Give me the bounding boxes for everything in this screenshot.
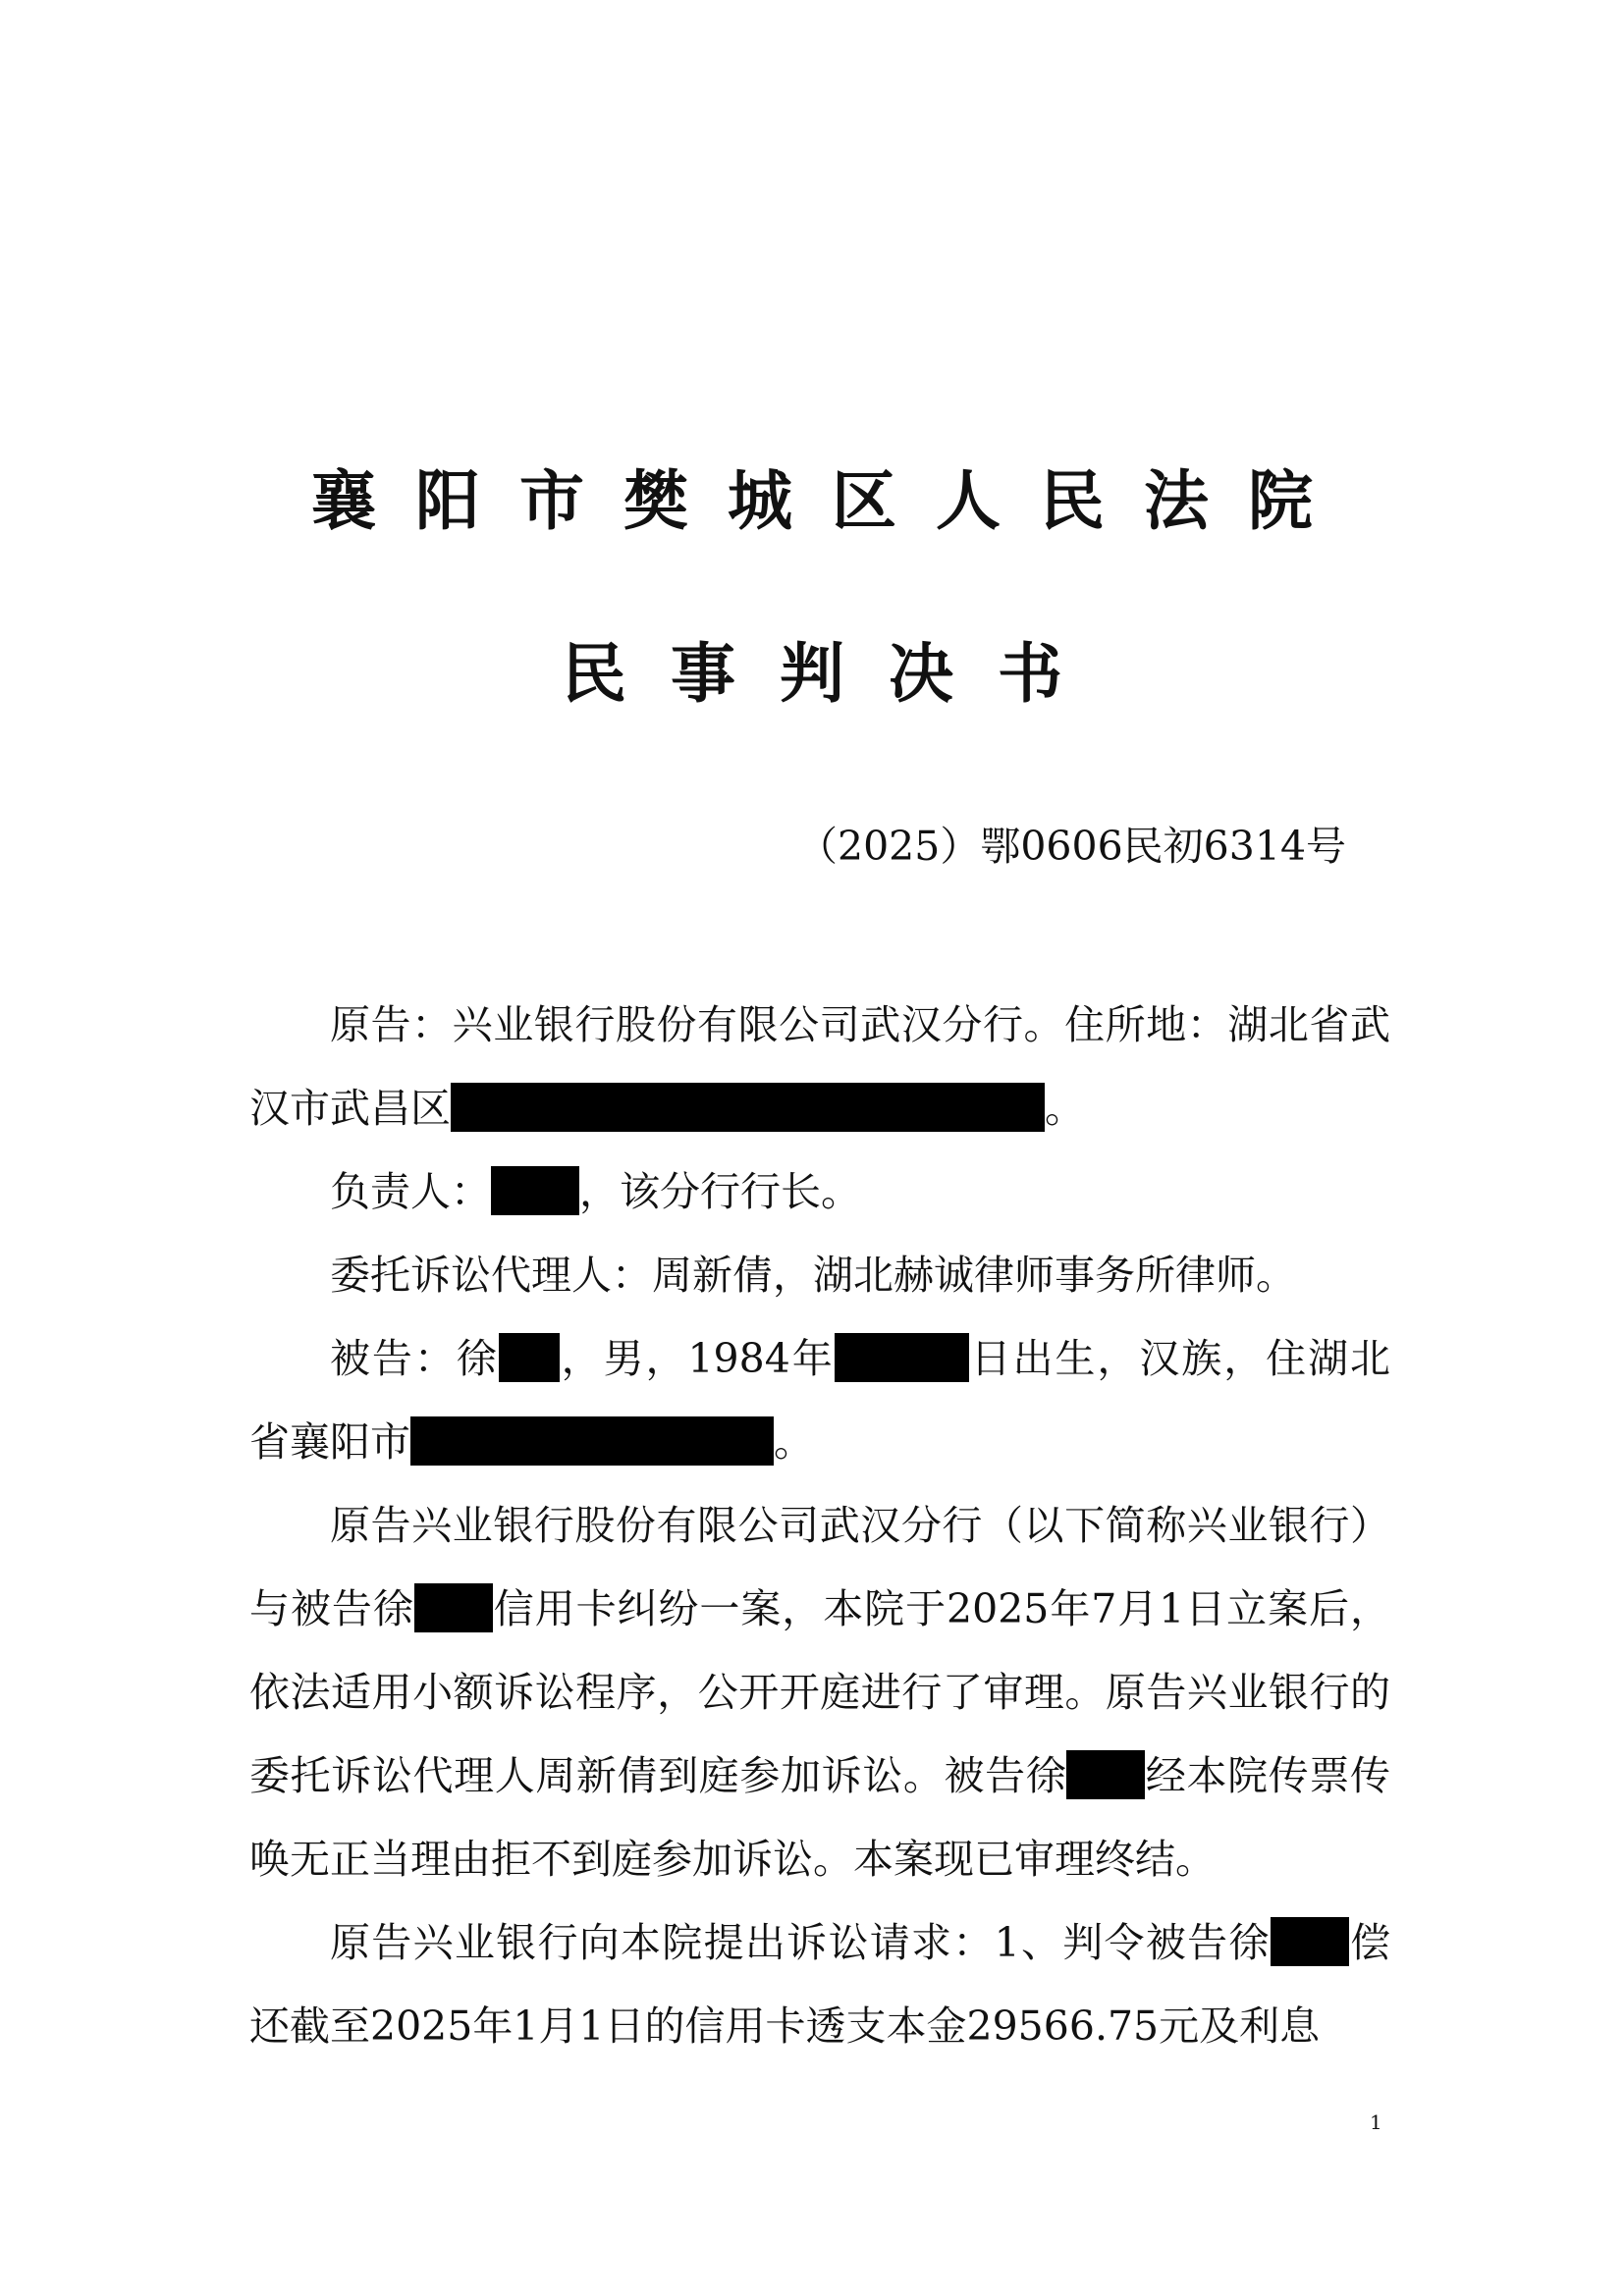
representative-paragraph xyxy=(249,1150,1390,1234)
redaction-bar xyxy=(491,1166,579,1215)
claims-text: 偿还截至2025年1月1日的信用卡透支本金29566.75元及利息 xyxy=(249,1919,1390,2050)
court-name: 襄阳市樊城区人民法院 xyxy=(311,462,1352,539)
redaction-bar xyxy=(451,1083,1045,1132)
page-number: 1 xyxy=(1370,2110,1382,2134)
redaction-bar xyxy=(410,1416,774,1466)
defendant-label: 被告：徐 xyxy=(330,1335,499,1382)
plaintiff-text: 原告：兴业银行股份有限公司武汉分行。住所地：湖北省武汉市武昌区 xyxy=(249,1001,1390,1132)
case-summary-text: 经本院传票传唤无正当理由拒不到庭参加诉讼。本案现已审理终结。 xyxy=(249,1752,1391,1883)
agent-paragraph xyxy=(249,1234,1390,1317)
representative-role: ，该分行行长。 xyxy=(579,1168,861,1215)
redaction-bar xyxy=(835,1333,969,1382)
case-summary-text: 原告兴业银行股份有限公司武汉分行（以下简称兴业银行）与被告徐 xyxy=(249,1502,1390,1632)
plaintiff-text-end: 。 xyxy=(1045,1085,1085,1132)
redaction-bar xyxy=(414,1583,493,1632)
case-number: （2025）鄂0606民初6314号 xyxy=(797,823,1347,870)
claims-paragraph xyxy=(249,1901,1390,2068)
redaction-bar xyxy=(1066,1750,1145,1799)
representative-label: 负责人： xyxy=(330,1168,491,1215)
plaintiff-paragraph xyxy=(249,984,1390,1150)
defendant-text-end: 。 xyxy=(774,1418,814,1466)
document-body xyxy=(249,984,1390,2068)
document-type: 民事判决书 xyxy=(562,635,1107,712)
case-summary-text: 信用卡纠纷一案，本院于2025年7月1日立案后，依法适用小额诉讼程序，公开开庭进行了审理。原告兴业银行的委托诉讼代理人周新倩到庭参加诉讼。被告徐 xyxy=(249,1585,1391,1799)
claims-text: 原告兴业银行向本院提出诉讼请求：1、判令被告徐 xyxy=(330,1919,1271,1966)
defendant-birth-year: ，男，1984年 xyxy=(559,1335,835,1382)
defendant-paragraph xyxy=(249,1317,1390,1484)
defendant-residence: 日出生，汉族，住湖北省襄阳市 xyxy=(249,1335,1391,1466)
agent-text: 委托诉讼代理人：周新倩，湖北赫诚律师事务所律师。 xyxy=(330,1252,1296,1299)
redaction-bar xyxy=(499,1333,560,1382)
redaction-bar xyxy=(1271,1917,1349,1966)
case-summary-paragraph xyxy=(249,1484,1390,1901)
